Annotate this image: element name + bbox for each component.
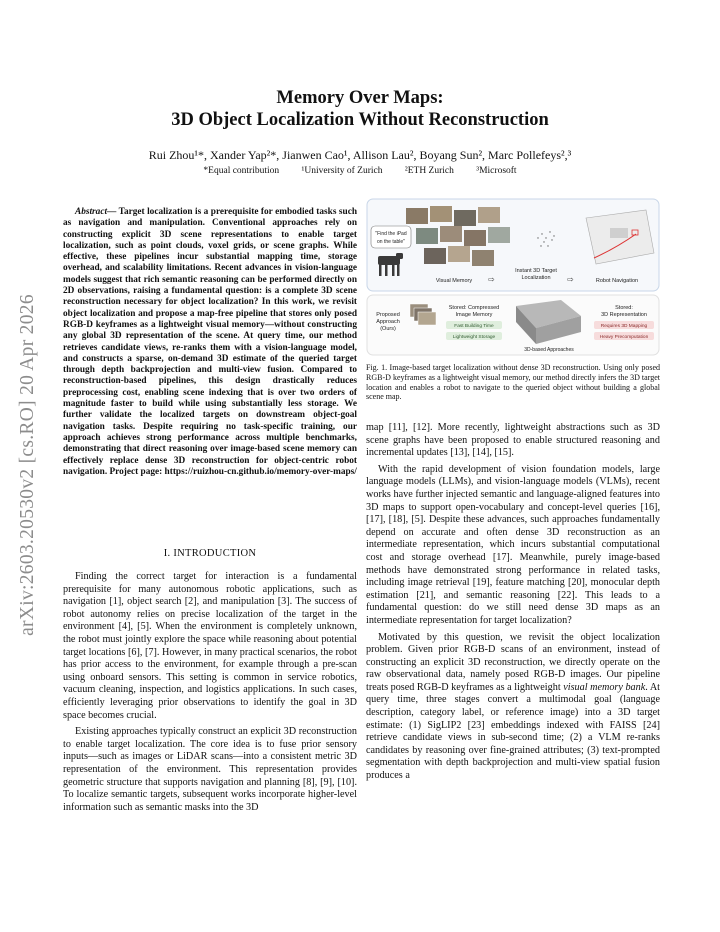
label-stored-compressed-line1: Stored: Compressed: [448, 305, 500, 311]
label-visual-memory: Visual Memory: [435, 278, 473, 284]
intro-paragraph-2: Existing approaches typically construct an explicit 3D reconstruction to enable target localization. The core idea is to fuse prior sensory inputs—such as images or LiDAR scans—into a consistent metric 3D representation of the environment. This representation provides geometric structure that supports navigation and planning [8], [9], [10]. To localize semantic targets, subsequent works incorporate higher-level information such as semantic masks into the 3D: [63, 726, 357, 813]
speech-bubble-line1: "Find the iPad: [375, 231, 407, 237]
affiliation-equal: *Equal contribution: [203, 166, 280, 176]
intro-paragraph-1: Finding the correct target for interaction is a fundamental prerequisite for many autonomous robotic applications, such as navigation [1], object search [2], and manipulation [3]. The success of robot autonomy relies on precise localization of the target in the environment [4], [5]. When the environment is completely unknown, the robot must jointly explore the space while reasoning about potential target locations [6], [7]. However, in many practical scenarios, the robot has prior access to the environment, for example through a pre-scan using onboard sensors. This setting is common in service robotics, vacuum cleaning, inspection, and logistics applications. In such cases, efficiently leveraging prior observations to identify the goal in 3D space becomes crucial.: [63, 571, 357, 721]
label-robot-navigation: Robot Navigation: [595, 278, 639, 284]
figure-1: [366, 198, 660, 356]
right-paragraph-3-a: Motivated by this question, we revisit the object localization problem. Given prior RGB-D scans of an environment, instead of constructing an explicit 3D reconstruction, we directly operate on the raw observational data, namely posed RGB-D images. Our pipeline treats posed RGB-D keyframes as a lightweight: [366, 631, 660, 693]
label-stored-compressed-line2: Image Memory: [455, 312, 493, 318]
label-instant-line1: Instant 3D Target: [515, 268, 557, 274]
label-proposed-line2: Approach: [376, 319, 400, 325]
tag-heavy-precompute-text: Heavy Precomputation: [599, 335, 649, 340]
paper-title-line2: 3D Object Localization Without Reconstruction: [171, 110, 549, 130]
figure-1-caption: Fig. 1. Image-based target localization without dense 3D reconstruction. Using only posed RGB-D keyframes as a lightweight visual memory, our method directly infers the 3D target location and enables a robot to navigate to the queried object without building a global scene map.: [366, 363, 660, 402]
right-paragraph-3: [366, 632, 660, 783]
affiliations: [90, 166, 630, 176]
label-proposed-line1: Proposed: [376, 312, 400, 318]
affiliation-microsoft: ³Microsoft: [476, 166, 517, 176]
author-list: Rui Zhou¹*, Xander Yap²*, Jianwen Cao¹, Allison Lau², Boyang Sun², Marc Pollefeys²,³: [148, 148, 572, 162]
arxiv-stamp: [8, 250, 48, 680]
right-column-body: [366, 422, 660, 783]
arrow-icon-1: ⇨: [488, 275, 495, 284]
tag-fast-building-text: Fast Building Time: [454, 324, 494, 329]
paper-title-line1: Memory Over Maps:: [276, 88, 444, 108]
label-stored-3d-line2: 3D Representation: [601, 312, 647, 318]
label-instant-line2: Localization: [521, 275, 551, 281]
affiliation-zurich: ¹University of Zurich: [301, 166, 383, 176]
speech-bubble-line2: on the table": [377, 239, 405, 245]
tag-requires-mapping-text: Requires 3D Mapping: [600, 324, 648, 329]
arxiv-stamp-text: arXiv:2603.20530v2 [cs.RO] 20 Apr 2026: [17, 294, 38, 636]
right-paragraph-1: map [11], [12]. More recently, lightweight abstractions such as 3D scene graphs have been proposed to enable structured reasoning and incremental updates [13], [14], [15].: [366, 422, 660, 459]
arrow-icon-2: ⇨: [567, 275, 574, 284]
label-stored-3d-line1: Stored:: [615, 305, 633, 311]
label-proposed-line3: (Ours): [380, 326, 396, 332]
section-heading-introduction: I. INTRODUCTION: [163, 548, 257, 559]
label-3d-approaches: 3D-based Approaches: [524, 347, 574, 353]
tag-lightweight-storage-text: Lightweight Storage: [452, 335, 496, 340]
affiliation-eth: ²ETH Zurich: [404, 166, 454, 176]
abstract: [63, 207, 357, 478]
right-paragraph-3-em: visual memory bank: [563, 681, 646, 693]
abstract-text: — Target localization is a prerequisite for embodied tasks such as navigation and manipulation. Conventional approaches rely on constructing explicit 3D scene representations to enable target localization, such as point clouds, voxel grids, or scene graphs. While effective, these pipelines incur substantial mapping time, storage overhead, and scalability limitations. Recent advances in vision-language models suggest that rich semantic reasoning can be performed directly on 2D observations, raising a fundamental question: is a complete 3D scene reconstruction necessary for object localization? In this work, we revisit object localization and propose a map-free pipeline that stores only posed RGB-D keyframes as a lightweight visual memory—without constructing any global 3D representation of the scene. At query time, our method retrieves candidate views, re-ranks them with a vision-language model, and constructs a sparse, on-demand 3D estimate of the queried target through depth backprojection and multi-view fusion. Compared to reconstruction-based pipelines, this design drastically reduces preprocessing cost, enabling scene indexing that is over two orders of magnitude faster to build while using substantially less storage. We further validate the localized targets on downstream object-goal navigation tasks. Despite requiring no task-specific training, our approach achieves strong performance across multiple benchmarks, demonstrating that direct reasoning over image-based scene memory can effectively replace dense 3D reconstruction for object-centric robot navigation. Project page: https://ruizhou-cn.github.io/memory-over-maps/: [63, 207, 357, 477]
right-paragraph-2: With the rapid development of vision foundation models, large language models (LLMs), and vision-language models (VLMs), recent works have further injected semantic and language-aligned features into 3D maps to support open-vocabulary and concept-level queries [16], [17], [18], [5]. Despite these advances, such approaches fundamentally depend on accurate and often dense 3D reconstruction as an intermediate representation, which incurs substantial computational cost and storage overhead [17]. Meanwhile, purely image-based methods have demonstrated strong performance in related tasks, including image retrieval [19], feature matching [20], monocular depth estimation [21], and semantic reasoning [22]. This leads to a fundamental question: do we still need dense 3D maps as an intermediate representation for target localization?: [366, 463, 660, 626]
right-paragraph-3-b: . At query time, three stages convert a multimodal goal (language description, category label, or reference image) into a 3D target estimate: (1) SigLIP2 [23] embeddings indexed with FAISS [24] retrieve candidate views in sub-second time; (2) a VLM re-ranks candidates by reasoning over fine-grained attributes; (3) text-prompted segmentation with depth backprojection and multi-view spatial fusion produces a: [366, 681, 661, 782]
abstract-label: Abstract: [75, 207, 108, 217]
introduction-body: [63, 571, 357, 814]
